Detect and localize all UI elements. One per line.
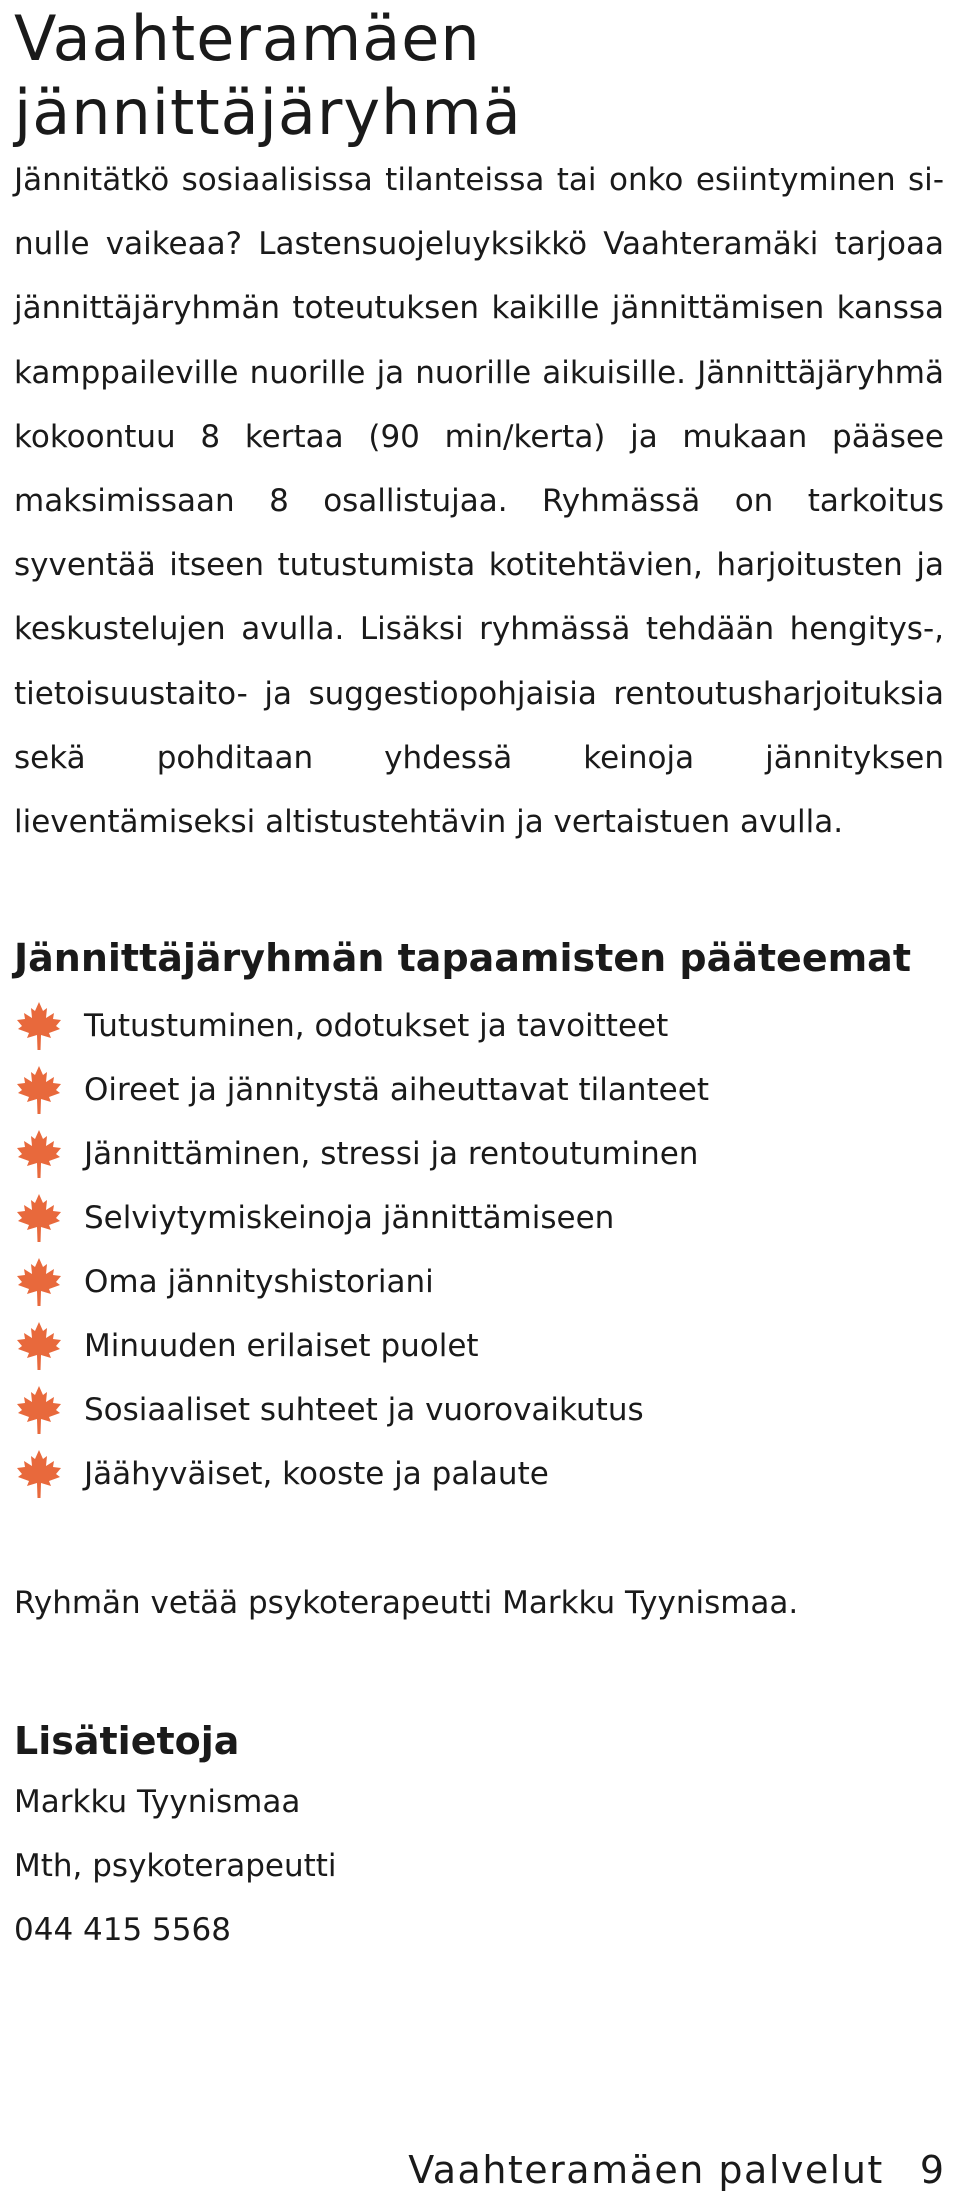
maple-leaf-icon xyxy=(14,1321,64,1371)
page-number: 9 xyxy=(919,2148,944,2192)
maple-leaf-icon xyxy=(14,1385,64,1435)
topic-label: Jännittäminen, stressi ja rentoutuminen xyxy=(84,1136,699,1172)
topics-heading: Jännittäjäryhmän tapaamisten pääteemat xyxy=(14,936,911,980)
contact-name: Markku Tyynismaa xyxy=(14,1784,301,1820)
list-item xyxy=(14,994,709,1058)
page-title: Vaahteramäen jännittäjäryhmä xyxy=(14,2,522,149)
maple-leaf-icon xyxy=(14,1257,64,1307)
list-item xyxy=(14,1122,709,1186)
more-info-heading: Lisätietoja xyxy=(14,1719,240,1763)
list-item xyxy=(14,1058,709,1122)
list-item xyxy=(14,1378,709,1442)
topic-label: Oma jännityshistoriani xyxy=(84,1264,434,1300)
topic-label: Selviytymiskeinoja jännittämiseen xyxy=(84,1200,615,1236)
list-item xyxy=(14,1186,709,1250)
maple-leaf-icon xyxy=(14,1001,64,1051)
list-item xyxy=(14,1314,709,1378)
list-item xyxy=(14,1442,709,1506)
group-leader-text: Ryhmän vetää psykoterapeutti Markku Tyynismaa. xyxy=(14,1585,799,1621)
topic-label: Tutustuminen, odotukset ja tavoitteet xyxy=(84,1008,669,1044)
topic-label: Minuuden erilaiset puolet xyxy=(84,1328,479,1364)
topic-label: Jäähyväiset, kooste ja palaute xyxy=(84,1456,549,1492)
page-footer xyxy=(408,2148,944,2192)
maple-leaf-icon xyxy=(14,1065,64,1115)
footer-label: Vaahteramäen palvelut xyxy=(408,2148,884,2192)
list-item xyxy=(14,1250,709,1314)
maple-leaf-icon xyxy=(14,1193,64,1243)
maple-leaf-icon xyxy=(14,1449,64,1499)
contact-title: Mth, psykoterapeutti xyxy=(14,1848,337,1884)
topics-list xyxy=(14,994,709,1506)
maple-leaf-icon xyxy=(14,1129,64,1179)
contact-phone: 044 415 5568 xyxy=(14,1912,231,1948)
topic-label: Oireet ja jännitystä aiheuttavat tilanteet xyxy=(84,1072,709,1108)
intro-paragraph: Jännitätkö sosiaalisissa tilanteissa tai onko esiintyminen sinulle vaikeaa? Lastensuojeluyksikkö Vaahteramäki tarjoaa jännittäjäryhmän toteutuksen kaikille jännittämisen kanssa kamppaileville nuorille ja nuorille aikuisille. Jännittäjäryhmä kokoontuu 8 kertaa (90 min/kerta) ja mukaan pääsee maksimissaan 8 osallistujaa. Ryhmässä on tarkoitus syventää itseen tutustumista kotitehtävien, harjoitusten ja keskustelujen avulla. Lisäksi ryhmässä tehdään hengitys-, tietoisuustaito- ja suggestiopohjaisia rentoutusharjoituksia sekä pohditaan yhdessä keinoja jännityksen lieventämiseksi altistustehtävin ja vertaistuen avulla. xyxy=(14,162,944,841)
topic-label: Sosiaaliset suhteet ja vuorovaikutus xyxy=(84,1392,644,1428)
